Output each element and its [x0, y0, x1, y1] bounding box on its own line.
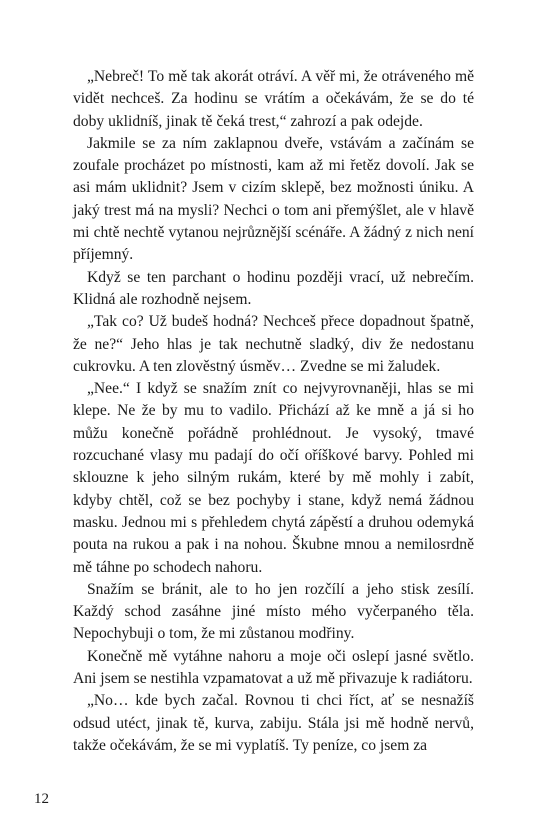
paragraph: „Tak co? Už budeš hodná? Nechceš přece dopadnout špatně, že ne?“ Jeho hlas je tak nechutně sladký, div že nedostanu cukrovku. A ten zlověstný úsměv… Zvedne se mi žaludek. — [73, 313, 474, 375]
paragraph: „Nebreč! To mě tak akorát otráví. A věř mi, že otráveného mě vidět nechceš. Za hodinu se vrátím a očekávám, že se do té doby uklidníš, jinak tě čeká trest,“ zahrozí a pak odejde. — [73, 68, 474, 130]
paragraph: Snažím se bránit, ale to ho jen rozčílí a jeho stisk zesílí. Každý schod zasáhne jiné místo mého vyčerpaného těla. Nepochybuji o tom, že mi zůstanou modřiny. — [73, 580, 474, 643]
body-text — [73, 66, 474, 757]
paragraph: Konečně mě vytáhne nahoru a moje oči oslepí jasné světlo. Ani jsem se nestihla vzpamatovat a už mě přivazuje k radiátoru. — [73, 647, 474, 688]
paragraph: Když se ten parchant o hodinu později vrací, už nebrečím. Klidná ale rozhodně nejsem. — [73, 268, 474, 308]
paragraph: „No… kde bych začal. Rovnou ti chci říct, ať se nesnažíš odsud utéct, jinak tě, kurva, zabiju. Stála jsi mě hodně nervů, takže očekávám, že se mi vyplatíš. Ty peníze, co jsem za — [73, 692, 474, 754]
paragraph: Jakmile se za ním zaklapnou dveře, vstávám a začínám se zoufale procházet po místnosti, kam až mi řetěz dovolí. Jak se asi mám uklidnit? Jsem v cizím sklepě, bez možnosti úniku. A jaký trest má na mysli? Nechci o tom ani přemýšlet, ale v hlavě mi chtě nechtě vytanou nejrůznější scénáře. A žádný z nich není příjemný. — [73, 134, 474, 264]
page-number: 12 — [34, 791, 49, 807]
paragraph: „Nee.“ I když se snažím znít co nejvyrovnaněji, hlas se mi klepe. Ne že by mu to vadilo. Přichází až ke mně a já si ho můžu konečně pořádně prohlédnout. Je vysoký, tmavé rozcuchané vlasy mu padají do očí oříškové barvy. Pohled mi sklouzne k jeho silným rukám, které by mě mohly i zabít, kdyby chtěl, což se bez pochyby i stane, když nemá žádnou masku. Jednou mi s přehledem chytá zápěstí a druhou odemyká pouta na rukou a pak i na nohou. Škubne mnou a nemilosrdně mě táhne po schodech nahoru. — [73, 380, 474, 576]
